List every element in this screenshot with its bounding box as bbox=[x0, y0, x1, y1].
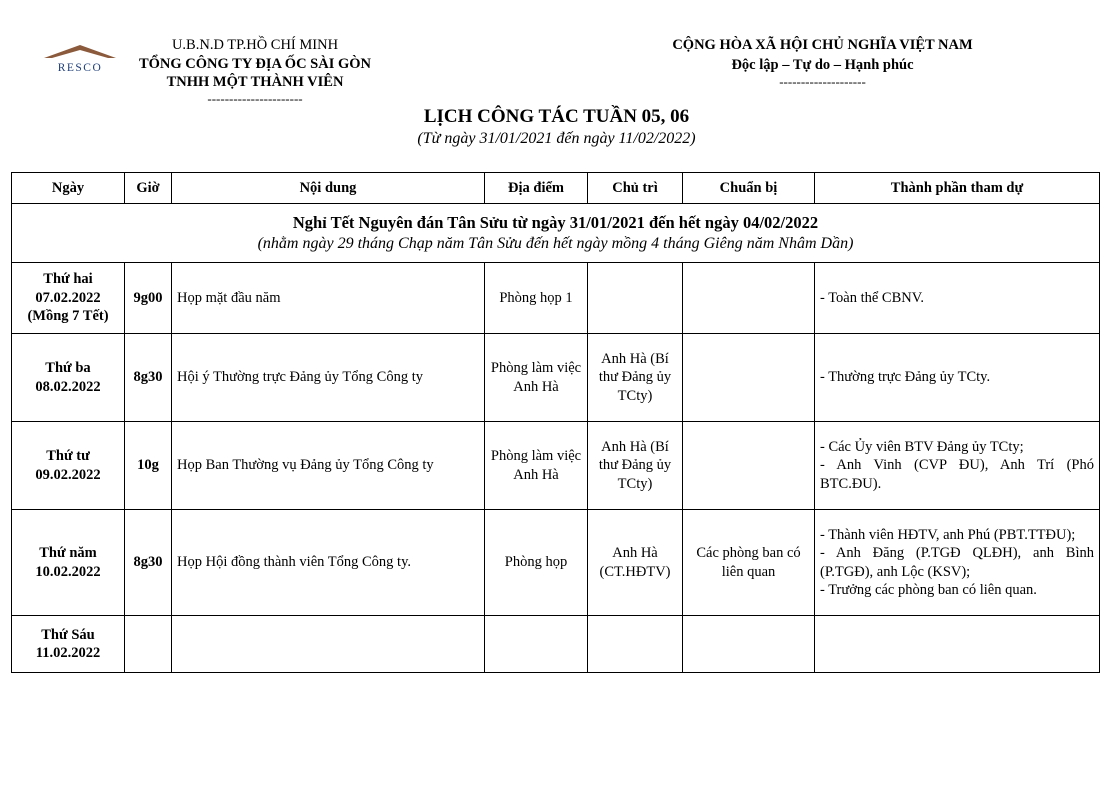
date: 11.02.2022 bbox=[35, 645, 101, 661]
attendee-line: - Anh Đăng (P.TGĐ QLĐH), anh Bình (P.TGĐ), anh Lộc (KSV); bbox=[820, 545, 1094, 580]
weekday: Thứ tư bbox=[46, 448, 90, 464]
place-cell: Phòng làm việc Anh Hà bbox=[485, 334, 588, 422]
column-header: Giờ bbox=[125, 173, 172, 204]
schedule-table bbox=[11, 172, 1100, 673]
chair-cell: Anh Hà (Bí thư Đảng ủy TCty) bbox=[588, 422, 683, 510]
holiday-note: (nhằm ngày 29 tháng Chạp năm Tân Sửu đến hết ngày mồng 4 tháng Giêng năm Nhâm Dần) bbox=[257, 235, 854, 252]
place-cell: Phòng làm việc Anh Hà bbox=[485, 422, 588, 510]
resco-logo bbox=[40, 42, 120, 72]
national-heading bbox=[630, 36, 1015, 89]
time-cell: 8g30 bbox=[125, 334, 172, 422]
column-header: Ngày bbox=[12, 173, 125, 204]
date: 07.02.2022 bbox=[35, 289, 101, 306]
place-cell bbox=[485, 616, 588, 673]
page-subtitle: (Từ ngày 31/01/2021 đến ngày 11/02/2022) bbox=[417, 130, 696, 147]
weekday: Thứ ba bbox=[45, 360, 91, 376]
chair-cell: Anh Hà (Bí thư Đảng ủy TCty) bbox=[588, 334, 683, 422]
table-row bbox=[12, 422, 1100, 510]
table-row bbox=[12, 334, 1100, 422]
attendees-cell bbox=[815, 422, 1100, 510]
day-cell bbox=[12, 616, 125, 673]
prep-cell bbox=[683, 334, 815, 422]
weekday: Thứ hai bbox=[43, 271, 93, 288]
motto-divider: -------------------- bbox=[779, 74, 866, 89]
weekday: Thứ năm bbox=[39, 545, 97, 561]
org-divider: ---------------------- bbox=[207, 90, 303, 106]
place-cell: Phòng họp 1 bbox=[485, 263, 588, 334]
content-cell: Họp mặt đầu năm bbox=[172, 263, 485, 334]
table-row bbox=[12, 263, 1100, 334]
date: 09.02.2022 bbox=[35, 466, 101, 483]
holiday-row bbox=[12, 204, 1100, 263]
table-row bbox=[12, 616, 1100, 673]
holiday-title: Nghỉ Tết Nguyên đán Tân Sửu từ ngày 31/01/2021 đến hết ngày 04/02/2022 bbox=[292, 213, 819, 232]
attendee-line: - Thường trực Đảng ủy TCty. bbox=[820, 369, 991, 386]
column-header: Địa điểm bbox=[485, 173, 588, 204]
day-cell bbox=[12, 422, 125, 510]
day-cell bbox=[12, 334, 125, 422]
date: 08.02.2022 bbox=[35, 378, 101, 395]
time-cell: 10g bbox=[125, 422, 172, 510]
org-line-2: TỔNG CÔNG TY ĐỊA ỐC SÀI GÒN bbox=[138, 55, 372, 72]
day-cell bbox=[12, 510, 125, 616]
time-cell: 8g30 bbox=[125, 510, 172, 616]
chair-cell bbox=[588, 616, 683, 673]
column-header: Thành phần tham dự bbox=[815, 173, 1100, 204]
date: 10.02.2022 bbox=[35, 563, 101, 580]
attendees-cell bbox=[815, 616, 1100, 673]
content-cell: Hội ý Thường trực Đảng ủy Tổng Công ty bbox=[172, 334, 485, 422]
attendees-cell bbox=[815, 263, 1100, 334]
chair-cell: Anh Hà (CT.HĐTV) bbox=[588, 510, 683, 616]
org-line-1: U.B.N.D TP.HỒ CHÍ MINH bbox=[171, 37, 339, 53]
attendee-line: - Toàn thể CBNV. bbox=[820, 289, 924, 306]
chair-cell bbox=[588, 263, 683, 334]
national-motto: Độc lập – Tự do – Hạnh phúc bbox=[731, 56, 914, 73]
weekday: Thứ Sáu bbox=[41, 626, 95, 643]
prep-cell: Các phòng ban có liên quan bbox=[683, 510, 815, 616]
time-cell: 9g00 bbox=[125, 263, 172, 334]
holiday-cell bbox=[12, 204, 1100, 263]
column-header: Chuẩn bị bbox=[683, 173, 815, 204]
column-header: Chủ trì bbox=[588, 173, 683, 204]
table-row bbox=[12, 510, 1100, 616]
prep-cell bbox=[683, 263, 815, 334]
day-cell bbox=[12, 263, 125, 334]
attendee-line: - Các Ủy viên BTV Đảng ủy TCty; bbox=[820, 438, 1024, 455]
page-title: LỊCH CÔNG TÁC TUẦN 05, 06 bbox=[423, 106, 690, 127]
org-line-3: TNHH MỘT THÀNH VIÊN bbox=[166, 74, 344, 90]
nation-name: CỘNG HÒA XÃ HỘI CHỦ NGHĨA VIỆT NAM bbox=[672, 37, 973, 53]
place-cell: Phòng họp bbox=[485, 510, 588, 616]
column-header: Nội dung bbox=[172, 173, 485, 204]
content-cell: Họp Ban Thường vụ Đảng ủy Tổng Công ty bbox=[172, 422, 485, 510]
attendee-line: - Anh Vinh (CVP ĐU), Anh Trí (Phó BTC.ĐU). bbox=[820, 457, 1094, 492]
time-cell bbox=[125, 616, 172, 673]
organization-heading bbox=[120, 36, 390, 106]
logo-text: RESCO bbox=[57, 62, 103, 72]
day-note: (Mồng 7 Tết) bbox=[27, 308, 109, 325]
attendee-line: - Trưởng các phòng ban có liên quan. bbox=[820, 582, 1037, 598]
prep-cell bbox=[683, 616, 815, 673]
content-cell bbox=[172, 616, 485, 673]
content-cell: Họp Hội đồng thành viên Tổng Công ty. bbox=[172, 510, 485, 616]
attendees-cell bbox=[815, 510, 1100, 616]
attendee-line: - Thành viên HĐTV, anh Phú (PBT.TTĐU); bbox=[820, 526, 1076, 543]
table-header-row bbox=[12, 173, 1100, 204]
prep-cell bbox=[683, 422, 815, 510]
attendees-cell bbox=[815, 334, 1100, 422]
